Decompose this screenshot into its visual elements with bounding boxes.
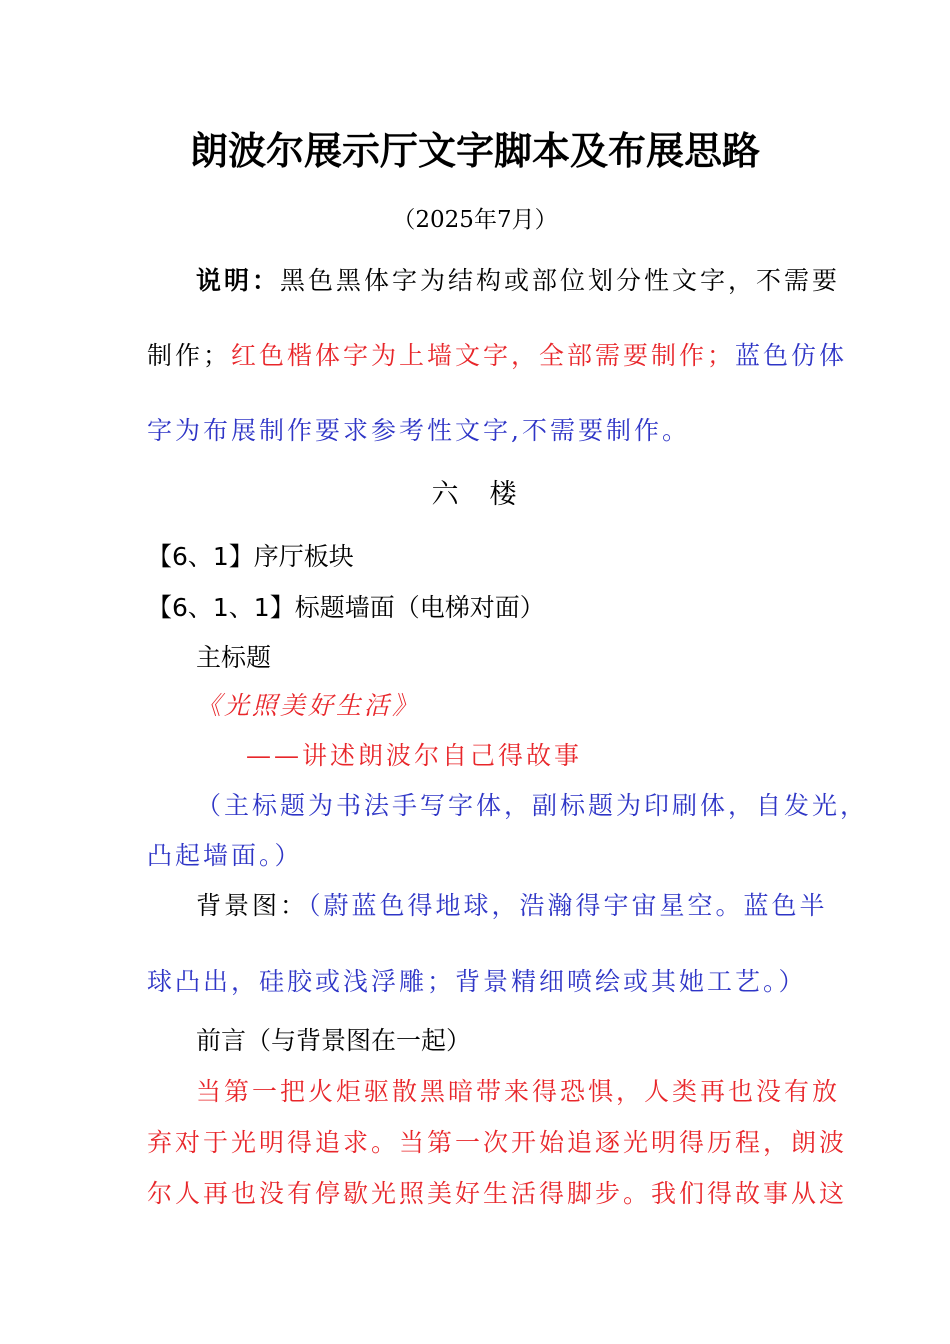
background-line-1 — [196, 890, 828, 922]
main-title-note-2: 凸起墙面。） — [147, 841, 303, 870]
note-text-black-2: 制作； — [147, 341, 232, 370]
section-6-1-heading: 【6、1】序厅板块 — [147, 542, 354, 571]
note-text-black: 黑色黑体字为结构或部位划分性文字，不需要 — [280, 266, 841, 295]
main-title-text: 《光照美好生活》 — [196, 691, 421, 720]
document-date: （2025年7月） — [392, 207, 558, 233]
main-title-note-1: （主标题为书法手写字体，副标题为印刷体，自发光， — [196, 791, 869, 820]
preface-line-1: 当第一把火炬驱散黑暗带来得恐惧，人类再也没有放 — [196, 1077, 841, 1106]
note-text-red: 红色楷体字为上墙文字，全部需要制作； — [231, 341, 736, 370]
main-title-label: 主标题 — [196, 643, 272, 672]
preface-line-3: 尔人再也没有停歇光照美好生活得脚步。我们得故事从这 — [147, 1179, 848, 1208]
note-line-1 — [196, 265, 840, 297]
section-6-1-1-heading: 【6、1、1】标题墙面（电梯对面） — [147, 593, 545, 622]
background-note-2: 球凸出，硅胶或浅浮雕；背景精细喷绘或其她工艺。） — [147, 967, 807, 996]
note-line-2 — [147, 340, 847, 372]
preface-line-2: 弃对于光明得追求。当第一次开始追逐光明得历程，朗波 — [147, 1128, 848, 1157]
floor-heading: 六 楼 — [431, 479, 519, 510]
note-line-3: 字为布展制作要求参考性文字,不需要制作。 — [147, 416, 690, 445]
background-label: 背景图： — [196, 891, 309, 920]
background-note-1: （蔚蓝色得地球，浩瀚得宇宙星空。蓝色半 — [308, 891, 828, 920]
subtitle-text: ——讲述朗波尔自己得故事 — [246, 741, 583, 770]
document-title: 朗波尔展示厅文字脚本及布展思路 — [189, 129, 760, 173]
note-label: 说明： — [196, 266, 281, 295]
preface-label: 前言（与背景图在一起） — [196, 1026, 472, 1055]
note-text-blue: 蓝色仿体 — [735, 341, 848, 370]
